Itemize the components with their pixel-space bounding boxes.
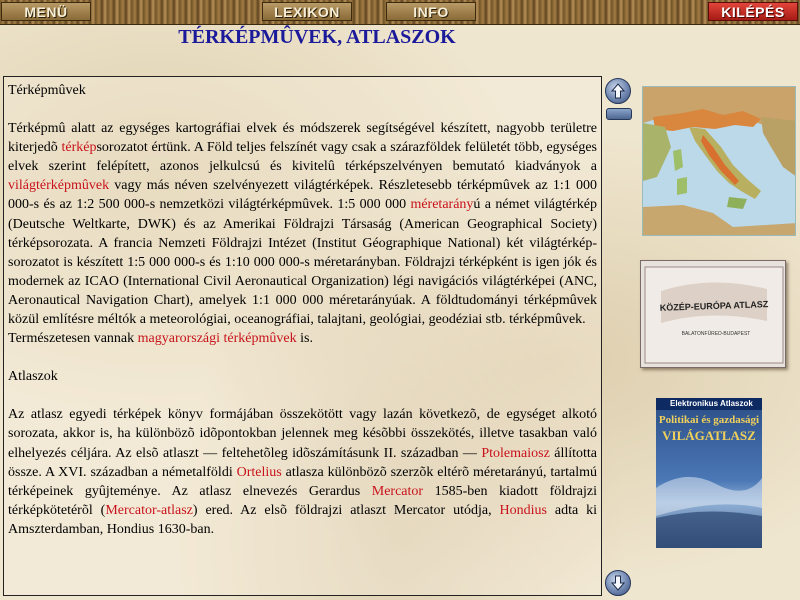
link-mercator[interactable]: Mercator [371,483,424,499]
link-mercator-atlasz[interactable]: Mercator-atlasz [105,502,193,518]
italy-map-image [642,86,796,236]
text-segment: Az atlasz egyedi térképek könyv formájában összekötött vagy lazán következõ, de egységet alkotó sorozata, akkor is, ha különbözõ idõpontokban jelennek meg késõbbi összekötés, illetve tasakban való elhelyezés céljára. Az elsõ atlaszt — feltehetõleg idõszámításunk II. században — [8,407,597,461]
text-segment: atlasza különbözõ szerzõk eltérõ méretarányú, tartalmú térképeinek gyûjteménye. Az atlasz elnevezés Gerardus [8,464,597,499]
text-segment: vagy más néven szelvényezett világtérképek. Részletesebb térképmûvek az 1:1 000 000-s és az 1:2 500 000-s nemzetközi világtérképmûvek. 1:5 000 000 [8,178,597,213]
link-magyarorszagi-terkepmuvek[interactable]: magyarországi térképmûvek [137,331,297,347]
cover-title-line2: VILÁGATLASZ [662,428,756,443]
link-terkep[interactable]: térkép [61,140,97,156]
exit-button[interactable]: KILÉPÉS [708,2,798,21]
section-title-terkepmuvek: Térképmûvek [8,83,86,98]
atlas-cover-subtitle: BALATONFÜRED-BUDAPEST [681,331,751,337]
text-segment: Természetesen vannak [8,331,138,347]
content-text [4,77,601,539]
top-toolbar [0,0,800,25]
text-segment: ú a német világtérkép (Deutsche Weltkarte, DWK) és az Amerikai Földrajzi Társaság (American Geographical Society) térképsorozata. A francia Nemzeti Földrajzi Intézet (Institut Géographique National) két világtérkép-sorozatot is készített 1:5 000 000-s és 1:10 000 000-s méretarányban. Földrajzi térképként is igen jók és modernek az ICAO (International Civil Aeronautical Organization) légi navigációs világtérképei (ANC, Aeronautical Navigation Chart), amelyek 1:1 000 000 méretarányúak. A földtudományi térképmûvek közül említésre méltók a meteorológiai, oceanográfiai, talajtani, geológiai, geodéziai stb. térképmûvek. [8,197,597,328]
paragraph-magyar [8,329,597,348]
arrow-up-icon [611,83,625,99]
text-segment: állította össze. A XVI. században a németalföldi [8,445,597,480]
link-ortelius[interactable]: Ortelius [236,464,282,480]
cover-title-line1: Politikai és gazdasági [658,414,760,426]
scrollbar-thumb[interactable] [606,108,632,120]
scroll-down-button[interactable] [605,570,631,596]
scroll-up-button[interactable] [605,78,631,104]
menu-button[interactable]: MENÜ [1,2,91,21]
text-segment: Térképmû alatt az egységes kartográfiai elvek és módszerek segítségével készített, nagyobb területre kiterjedõ [8,121,597,156]
paragraph-atlaszok [8,405,597,539]
text-segment: adta ki Amszterdamban, Hondius 1630-ban. [8,502,597,537]
text-segment: sorozatot értünk. A Föld teljes felszínét vagy csak a szárazföldek felületét több, egységes elvek szerint felépített, azonos jelkulcsú és kivitelû térképszelvényen bemutató kiadványok a [8,140,597,175]
text-segment: 1585-ben kiadott földrajzi térképkötetérõl ( [8,483,597,518]
cover-header-label: Elektronikus Atlaszok [656,398,762,410]
vilagatlasz-cover-image [656,398,762,548]
text-segment: ) ered. Az elsõ földrajzi atlaszt Mercator utódja, [192,502,500,518]
info-button[interactable]: INFO [386,2,476,21]
content-panel[interactable] [3,76,602,596]
arrow-down-icon [611,575,625,591]
page-title: TÉRKÉPMÛVEK, ATLASZOK [178,26,456,48]
section-title-atlaszok: Atlaszok [8,369,58,385]
link-meretarany[interactable]: méretarány [410,197,474,213]
link-hondius[interactable]: Hondius [499,502,547,518]
link-vilagterkepmuvek[interactable]: világtérképmûvek [8,178,110,194]
atlas-cover-title: KÖZÉP-EURÓPA ATLASZ [659,299,769,313]
paragraph-terkepmuvek [8,119,597,329]
lexikon-button[interactable]: LEXIKON [262,2,352,21]
text-segment: is. [296,331,313,347]
link-ptolemaiosz[interactable]: Ptolemaiosz [481,445,550,461]
kozep-europa-atlasz-image [640,260,786,368]
